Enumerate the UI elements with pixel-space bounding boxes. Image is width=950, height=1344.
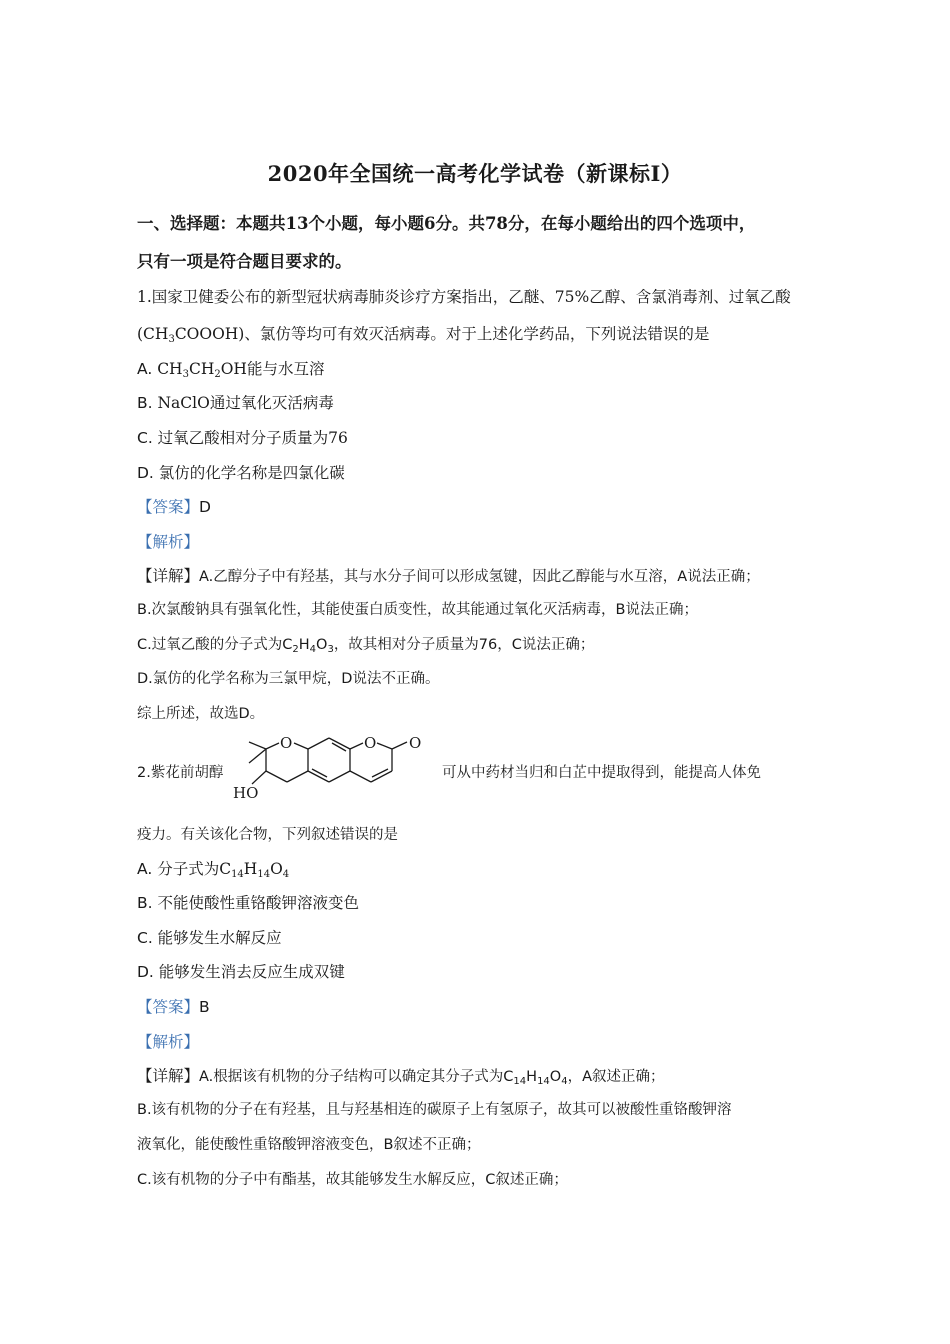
section-heading-line1: 一、选择题：本题共13个小题，每小题6分。共78分，在每小题给出的四个选项中， bbox=[137, 214, 756, 233]
bond bbox=[350, 771, 371, 782]
formula-sub: 14 bbox=[537, 1076, 550, 1087]
option-label: A. bbox=[137, 360, 153, 378]
answer-value: D bbox=[199, 498, 211, 516]
bond bbox=[312, 769, 327, 777]
option-text: H bbox=[243, 860, 258, 878]
q2-detail-line1 bbox=[137, 1065, 827, 1088]
q1-detail-line1 bbox=[137, 565, 827, 588]
q2-answer bbox=[137, 996, 827, 1018]
bond bbox=[287, 771, 308, 782]
q2-detail-line2: B.该有机物的分子在有羟基，且与羟基相连的碳原子上有氢原子，故其可以被酸性重铬酸钾溶 bbox=[137, 1102, 732, 1118]
option-label: C. bbox=[137, 929, 153, 947]
ring-oxygen-label: O bbox=[364, 734, 377, 752]
q1-summary: 综上所述，故选D。 bbox=[137, 706, 265, 722]
detail-text: H bbox=[526, 1069, 538, 1085]
option-label: D. bbox=[137, 464, 154, 482]
option-label: C. bbox=[137, 429, 153, 447]
q2-analysis-tag: 【解析】 bbox=[137, 1033, 200, 1051]
detail-text: A.根据该有机物的分子结构可以确定其分子式为C bbox=[199, 1069, 514, 1085]
detail-text: O bbox=[316, 637, 328, 653]
option-text: 分子式为C bbox=[152, 860, 232, 878]
q1-stem-text: (CH bbox=[137, 325, 169, 343]
q2-option-c bbox=[137, 927, 827, 949]
bond bbox=[266, 743, 279, 749]
option-text: 过氧乙酸相对分子质量为76 bbox=[152, 429, 348, 447]
option-text: CH bbox=[188, 360, 215, 378]
q1-answer bbox=[137, 496, 827, 518]
option-label: A. bbox=[137, 860, 153, 878]
option-text: OH能与水互溶 bbox=[220, 360, 325, 378]
formula-sub: 3 bbox=[327, 644, 334, 655]
formula-sub: 4 bbox=[309, 644, 317, 655]
q2-option-a bbox=[137, 858, 827, 880]
option-label: B. bbox=[137, 894, 153, 912]
bond bbox=[266, 771, 287, 782]
molecule-structure-image bbox=[232, 734, 444, 804]
option-text: 不能使酸性重铬酸钾溶液变色 bbox=[152, 894, 359, 912]
option-text: 能够发生消去反应生成双键 bbox=[153, 963, 345, 981]
detail-text: C.过氧乙酸的分子式为C bbox=[137, 637, 293, 653]
option-text: O bbox=[270, 860, 283, 878]
bond bbox=[377, 743, 392, 749]
option-label: B. bbox=[137, 394, 153, 412]
q1-detail-line3 bbox=[137, 634, 827, 656]
q2-stem-prefix: 2.紫花前胡醇 bbox=[137, 765, 224, 781]
bond bbox=[350, 743, 363, 749]
q1-stem-line1: 1.国家卫健委公布的新型冠状病毒肺炎诊疗方案指出，乙醚、75%乙醇、含氯消毒剂、过氧乙酸 bbox=[137, 288, 791, 306]
detail-text: A.乙醇分子中有羟基，其与水分子间可以形成氢键，因此乙醇能与水互溶，A说法正确； bbox=[199, 569, 760, 585]
detail-tag: 【详解】 bbox=[137, 1067, 200, 1085]
q1-detail-line4: D.氯仿的化学名称为三氯甲烷，D说法不正确。 bbox=[137, 671, 440, 687]
q1-option-c bbox=[137, 427, 827, 449]
page-title: 2020年全国统一高考化学试卷（新课标Ⅰ） bbox=[267, 161, 683, 186]
option-text: 氯仿的化学名称是四氯化碳 bbox=[153, 464, 345, 482]
detail-text: ，A叙述正确； bbox=[567, 1069, 665, 1085]
q1-stem-text: COOOH)、氯仿等均可有效灭活病毒。对于上述化学药品，下列说法错误的是 bbox=[174, 325, 710, 343]
detail-text: O bbox=[549, 1069, 562, 1085]
formula-sub: 14 bbox=[231, 869, 244, 880]
answer-tag: 【答案】 bbox=[137, 498, 200, 516]
detail-text: ，故其相对分子质量为76，C说法正确； bbox=[333, 637, 595, 653]
formula-sub: 2 bbox=[214, 369, 221, 380]
carbonyl-oxygen-label: O bbox=[409, 734, 422, 752]
bond bbox=[249, 742, 266, 749]
option-text: 能够发生水解反应 bbox=[152, 929, 282, 947]
bond bbox=[294, 743, 308, 749]
formula-sub: 4 bbox=[561, 1076, 568, 1087]
q2-detail-line4: C.该有机物的分子中有酯基，故其能够发生水解反应，C叙述正确； bbox=[137, 1172, 568, 1188]
q1-option-a bbox=[137, 358, 827, 380]
q1-analysis-tag: 【解析】 bbox=[137, 533, 200, 551]
bond bbox=[308, 738, 329, 749]
q1-option-b bbox=[137, 392, 827, 414]
detail-tag: 【详解】 bbox=[137, 567, 200, 585]
formula-sub: 14 bbox=[513, 1076, 527, 1087]
q1-stem-sub: 3 bbox=[168, 334, 175, 345]
bond bbox=[249, 749, 266, 763]
option-text: CH bbox=[152, 360, 183, 378]
formula-sub: 14 bbox=[257, 869, 271, 880]
formula-sub: 4 bbox=[282, 869, 290, 880]
bond bbox=[372, 769, 388, 777]
hydroxyl-label: HO bbox=[233, 784, 259, 802]
bond bbox=[252, 771, 266, 784]
q2-option-d bbox=[137, 961, 827, 983]
section-heading-line2: 只有一项是符合题目要求的。 bbox=[137, 252, 352, 271]
bond bbox=[392, 742, 407, 749]
bond bbox=[332, 743, 346, 751]
q2-stem-suffix: 可从中药材当归和白芷中提取得到，能提高人体免 bbox=[442, 765, 761, 781]
answer-tag: 【答案】 bbox=[137, 998, 200, 1016]
detail-text: H bbox=[298, 637, 310, 653]
answer-value: B bbox=[199, 998, 210, 1016]
q2-detail-line3: 液氧化，能使酸性重铬酸钾溶液变色，B叙述不正确； bbox=[137, 1137, 481, 1153]
q1-option-d bbox=[137, 462, 827, 484]
option-text: NaClO通过氧化灭活病毒 bbox=[152, 394, 334, 412]
q1-stem-line2 bbox=[137, 323, 827, 345]
q2-option-b bbox=[137, 892, 827, 914]
ring-oxygen-label: O bbox=[280, 734, 293, 752]
formula-sub: 3 bbox=[182, 369, 189, 380]
formula-sub: 2 bbox=[292, 644, 299, 655]
bond bbox=[329, 771, 350, 782]
q2-stem-line2: 疫力。有关该化合物，下列叙述错误的是 bbox=[137, 827, 398, 843]
option-label: D. bbox=[137, 963, 154, 981]
q1-detail-line2: B.次氯酸钠具有强氧化性，其能使蛋白质变性，故其能通过氧化灭活病毒，B说法正确； bbox=[137, 602, 699, 618]
